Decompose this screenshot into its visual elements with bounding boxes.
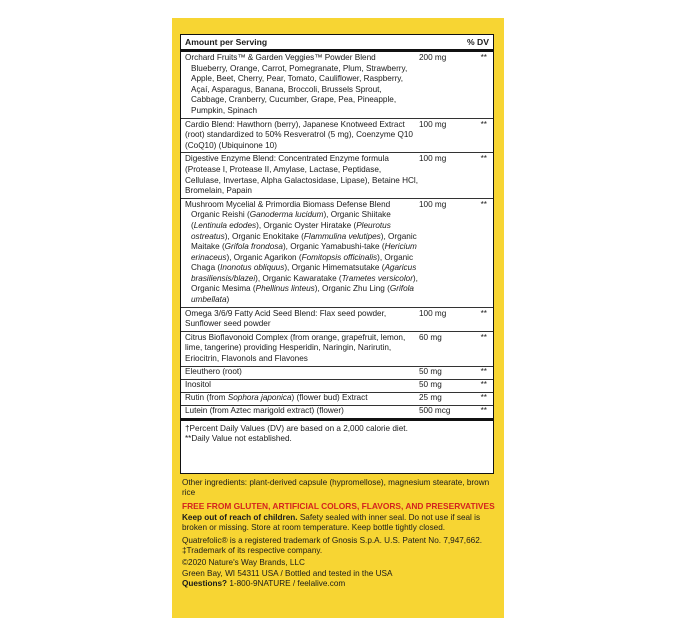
row-amount: 500 mcg bbox=[419, 406, 451, 416]
row-description: Inositol bbox=[185, 380, 211, 390]
latin-name: Ganoderma lucidum bbox=[249, 210, 324, 220]
table-row bbox=[181, 119, 493, 154]
row-dv: ** bbox=[480, 53, 487, 62]
copyright: ©2020 Nature's Way Brands, LLC bbox=[182, 558, 305, 568]
row-sub-ingredients: Blueberry, Orange, Carrot, Pomegranate, Plum, Strawberry, Apple, Beet, Cherry, Pear, Tomato, Cauliflower, Raspberry, Açaí, Asparagus, Banana, Broccoli, Brussels Sprout, Cabbage, Cranberry, Cucumber, Grape, Pea, Pineapple, Pumpkin, Spinach bbox=[191, 63, 408, 115]
free-from-statement: FREE FROM GLUTEN, ARTIFICIAL COLORS, FLAVORS, AND PRESERVATIVES bbox=[182, 500, 495, 511]
table-row bbox=[181, 393, 493, 406]
row-amount: 25 mg bbox=[419, 393, 442, 403]
row-dv: ** bbox=[480, 393, 487, 403]
warning bbox=[182, 513, 500, 534]
row-amount: 100 mg bbox=[419, 199, 447, 209]
row-description: Omega 3/6/9 Fatty Acid Seed Blend: Flax seed powder, Sunflower seed powder bbox=[185, 308, 387, 329]
row-dv: ** bbox=[480, 406, 487, 416]
table-row bbox=[181, 406, 493, 421]
questions-heading: Questions? bbox=[182, 579, 228, 589]
row-description bbox=[185, 393, 419, 404]
other-ingredients: Other ingredients: plant-derived capsule (hypromellose), magnesium stearate, brown rice bbox=[182, 478, 490, 498]
latin-name: Hericium erinaceus bbox=[191, 242, 417, 262]
table-row bbox=[181, 380, 493, 393]
table-row bbox=[181, 332, 493, 367]
row-description: Citrus Bioflavonoid Complex (from orange, grapefruit, lemon, lime, tangerine) providing Hesperidin, Naringin, Narirutin, Eriocitrin, Flavonols and Flavones bbox=[185, 332, 406, 364]
row-description: Orchard Fruits™ & Garden Veggies™ Powder Blend bbox=[185, 53, 376, 62]
row-amount: 100 mg bbox=[419, 154, 447, 164]
row-description: Cardio Blend: Hawthorn (berry), Japanese Knotweed Extract (root) standardized to 50% Resveratrol (5 mg), Coenzyme Q10 (CoQ10) (Ubiquinone 10) bbox=[185, 119, 413, 150]
latin-name: Agaricus brasiliensis/blazei bbox=[191, 263, 417, 283]
table-row bbox=[181, 52, 493, 119]
table-row bbox=[181, 153, 493, 198]
row-description-latin: Sophora japonica bbox=[227, 393, 292, 403]
row-description: Digestive Enzyme Blend: Concentrated Enzyme formula (Protease I, Protease II, Amylase, Lactase, Peptidase, Cellulase, Invertase, Alpha Galactosidase, Lipase), Betaine HCl, Bromelain, Papain bbox=[185, 154, 419, 196]
row-amount: 200 mg bbox=[419, 53, 447, 62]
warning-heading: Keep out of reach of children. bbox=[182, 512, 298, 522]
row-description: Lutein (from Aztec marigold extract) (flower) bbox=[185, 406, 344, 416]
dv-label: % DV bbox=[467, 37, 489, 47]
latin-name: Grifola umbellata bbox=[191, 284, 414, 305]
trademark-note: ‡Trademark of its respective company. bbox=[182, 546, 323, 556]
address: Green Bay, WI 54311 USA / Bottled and tested in the USA bbox=[182, 568, 393, 578]
dv-not-established-footnote: **Daily Value not established. bbox=[185, 434, 292, 444]
row-sub-ingredients: Organic Reishi (Ganoderma lucidum), Organic Shiitake (Lentinula edodes), Organic Oyster Hiratake (Pleurotus ostreatus), Organic Enokitake (Flammulina velutipes), Organic Maitake (Grifola frondosa), Organic Yamabushi-take (Hericium erinaceus), Organic Agarikon (Fomitopsis officinalis), Organic Chaga (Inonotus obliquus), Organic Himematsutake (Agaricus brasiliensis/blazei), Organic Kawaratake (Trametes versicolor), Organic Mesima (Phellinus linteus), Organic Zhu Ling (Grifola umbellata) bbox=[191, 210, 418, 305]
latin-name: Phellinus linteus bbox=[255, 284, 315, 294]
latin-name: Trametes versicolor bbox=[341, 273, 413, 283]
trademark-quatrefolic: Quatrefolic® is a registered trademark of Gnosis S.p.A. U.S. Patent No. 7,947,662. bbox=[182, 535, 483, 545]
row-amount: 100 mg bbox=[419, 119, 447, 129]
row-amount: 100 mg bbox=[419, 308, 447, 318]
warning-text: Safety sealed with inner seal. Do not use if seal is broken or missing. Store at room temperature. Keep bottle tightly closed. bbox=[182, 512, 481, 533]
supplement-facts-table bbox=[180, 34, 494, 474]
latin-name: Lentinula edodes bbox=[193, 220, 257, 230]
row-description-part: Rutin (from bbox=[185, 393, 228, 403]
row-amount: 50 mg bbox=[419, 380, 442, 390]
latin-name: Flammulina velutipes bbox=[303, 231, 381, 241]
row-dv: ** bbox=[480, 332, 487, 342]
row-amount: 50 mg bbox=[419, 367, 442, 377]
latin-name: Grifola frondosa bbox=[224, 242, 283, 252]
questions bbox=[182, 579, 500, 589]
latin-name: Pleurotus ostreatus bbox=[191, 220, 391, 241]
row-description: Eleuthero (root) bbox=[185, 367, 242, 377]
table-row bbox=[181, 367, 493, 380]
amount-per-serving-label: Amount per Serving bbox=[185, 37, 268, 47]
row-amount: 60 mg bbox=[419, 332, 442, 342]
percent-dv-footnote: †Percent Daily Values (DV) are based on a 2,000 calorie diet. bbox=[185, 423, 408, 433]
table-row bbox=[181, 199, 493, 308]
label-lower-text bbox=[182, 478, 500, 592]
row-dv: ** bbox=[480, 154, 487, 164]
footnotes bbox=[181, 421, 493, 445]
row-description-part: ) (flower bud) Extract bbox=[291, 393, 368, 403]
row-description: Mushroom Mycelial & Primordia Biomass Defense Blend bbox=[185, 199, 391, 209]
row-dv: ** bbox=[480, 367, 487, 377]
latin-name: Inonotus obliquus bbox=[220, 263, 285, 273]
contact-info: 1-800-9NATURE / feelalive.com bbox=[227, 579, 346, 589]
row-dv: ** bbox=[480, 308, 487, 318]
facts-header bbox=[181, 35, 493, 52]
table-row bbox=[181, 308, 493, 332]
row-dv: ** bbox=[480, 199, 487, 209]
row-dv: ** bbox=[480, 119, 487, 129]
latin-name: Fomitopsis officinalis bbox=[301, 252, 378, 262]
row-dv: ** bbox=[480, 380, 487, 390]
